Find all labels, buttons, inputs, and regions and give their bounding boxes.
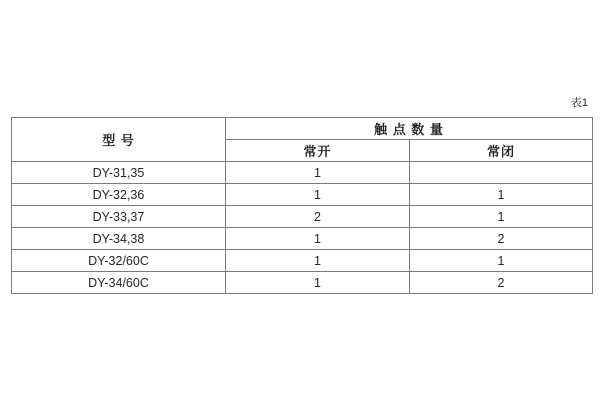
model-cell: DY-34/60C [12, 272, 226, 294]
model-cell: DY-31,35 [12, 162, 226, 184]
table-row [12, 272, 593, 294]
table-row [12, 162, 593, 184]
normally-closed-cell: 1 [410, 184, 593, 206]
normally-open-cell: 1 [226, 250, 410, 272]
normally-closed-cell: 1 [410, 206, 593, 228]
normally-closed-cell: 2 [410, 272, 593, 294]
table-header [12, 118, 593, 162]
model-cell: DY-32/60C [12, 250, 226, 272]
contact-quantity-table [11, 117, 593, 294]
normally-closed-cell [410, 162, 593, 184]
table-row [12, 250, 593, 272]
normally-closed-cell: 2 [410, 228, 593, 250]
model-cell: DY-33,37 [12, 206, 226, 228]
table-row [12, 184, 593, 206]
header-row-group [12, 118, 593, 140]
table-body [12, 162, 593, 294]
normally-open-header: 常开 [226, 140, 410, 162]
table-row [12, 206, 593, 228]
normally-open-cell: 2 [226, 206, 410, 228]
model-cell: DY-34,38 [12, 228, 226, 250]
normally-closed-header: 常闭 [410, 140, 593, 162]
table-row [12, 228, 593, 250]
table-caption: 表1 [570, 97, 588, 109]
normally-open-cell: 1 [226, 272, 410, 294]
model-column-header: 型 号 [12, 118, 226, 162]
normally-closed-cell: 1 [410, 250, 593, 272]
model-cell: DY-32,36 [12, 184, 226, 206]
normally-open-cell: 1 [226, 228, 410, 250]
normally-open-cell: 1 [226, 162, 410, 184]
normally-open-cell: 1 [226, 184, 410, 206]
contact-quantity-group-header: 触 点 数 量 [226, 118, 593, 140]
